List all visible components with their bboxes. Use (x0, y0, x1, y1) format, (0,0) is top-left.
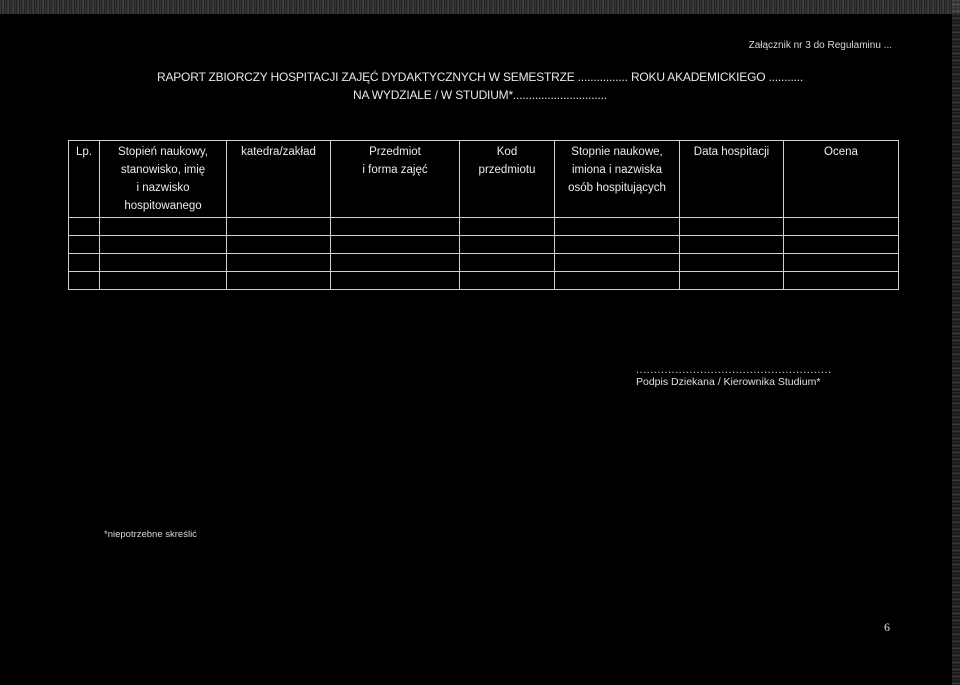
table-cell[interactable] (227, 272, 331, 290)
table-cell[interactable] (555, 236, 680, 254)
table-cell[interactable] (100, 218, 227, 236)
report-title-line-2: NA WYDZIALE / W STUDIUM*.............................. (353, 88, 607, 102)
table-cell[interactable] (784, 236, 899, 254)
table-cell[interactable] (69, 254, 100, 272)
table-row (69, 218, 899, 236)
table-cell[interactable] (680, 218, 784, 236)
table-cell[interactable] (331, 236, 460, 254)
header-ocena: Ocena (784, 141, 899, 218)
annex-note: Załącznik nr 3 do Regulaminu ... (748, 40, 892, 51)
report-title-line-1: RAPORT ZBIORCZY HOSPITACJI ZAJĘĆ DYDAKTYCZNYCH W SEMESTRZE ................ ROKU AKADEMICKIEGO ........... (156, 70, 803, 84)
header-data: Data hospitacji (680, 141, 784, 218)
table-cell[interactable] (460, 254, 555, 272)
table-cell[interactable] (460, 236, 555, 254)
header-hospitowany: Stopień naukowy, stanowisko, imię i nazwisko hospitowanego (100, 141, 227, 218)
table-row (69, 254, 899, 272)
table-cell[interactable] (69, 236, 100, 254)
table-cell[interactable] (680, 272, 784, 290)
table-cell[interactable] (460, 272, 555, 290)
table-cell[interactable] (784, 218, 899, 236)
table-cell[interactable] (555, 272, 680, 290)
table-cell[interactable] (69, 272, 100, 290)
table-cell[interactable] (680, 236, 784, 254)
table-cell[interactable] (784, 254, 899, 272)
table-cell[interactable] (227, 236, 331, 254)
table-cell[interactable] (69, 218, 100, 236)
table-row (69, 272, 899, 290)
page-number: 6 (884, 620, 890, 634)
hospitation-table (68, 140, 899, 290)
scan-edge-right (952, 0, 960, 685)
header-katedra: katedra/zakład (227, 141, 331, 218)
table-cell[interactable] (331, 254, 460, 272)
table-cell[interactable] (331, 272, 460, 290)
table-cell[interactable] (100, 236, 227, 254)
header-kod: Kod przedmiotu (460, 141, 555, 218)
table-row (69, 236, 899, 254)
footnote: *niepotrzebne skreślić (104, 529, 197, 540)
table-cell[interactable] (555, 218, 680, 236)
table-cell[interactable] (784, 272, 899, 290)
signature-label: Podpis Dziekana / Kierownika Studium* (636, 376, 821, 388)
header-lp: Lp. (69, 141, 100, 218)
table-cell[interactable] (227, 254, 331, 272)
table-cell[interactable] (100, 272, 227, 290)
table-cell[interactable] (460, 218, 555, 236)
scan-edge-top (0, 0, 960, 14)
table-header-row (69, 141, 899, 218)
table-cell[interactable] (680, 254, 784, 272)
header-przedmiot: Przedmiot i forma zajęć (331, 141, 460, 218)
table-cell[interactable] (100, 254, 227, 272)
signature-line: ....................................................... (636, 364, 832, 376)
table-cell[interactable] (555, 254, 680, 272)
table-cell[interactable] (331, 218, 460, 236)
table-cell[interactable] (227, 218, 331, 236)
header-hospitujacy: Stopnie naukowe, imiona i nazwiska osób hospitujących (555, 141, 680, 218)
